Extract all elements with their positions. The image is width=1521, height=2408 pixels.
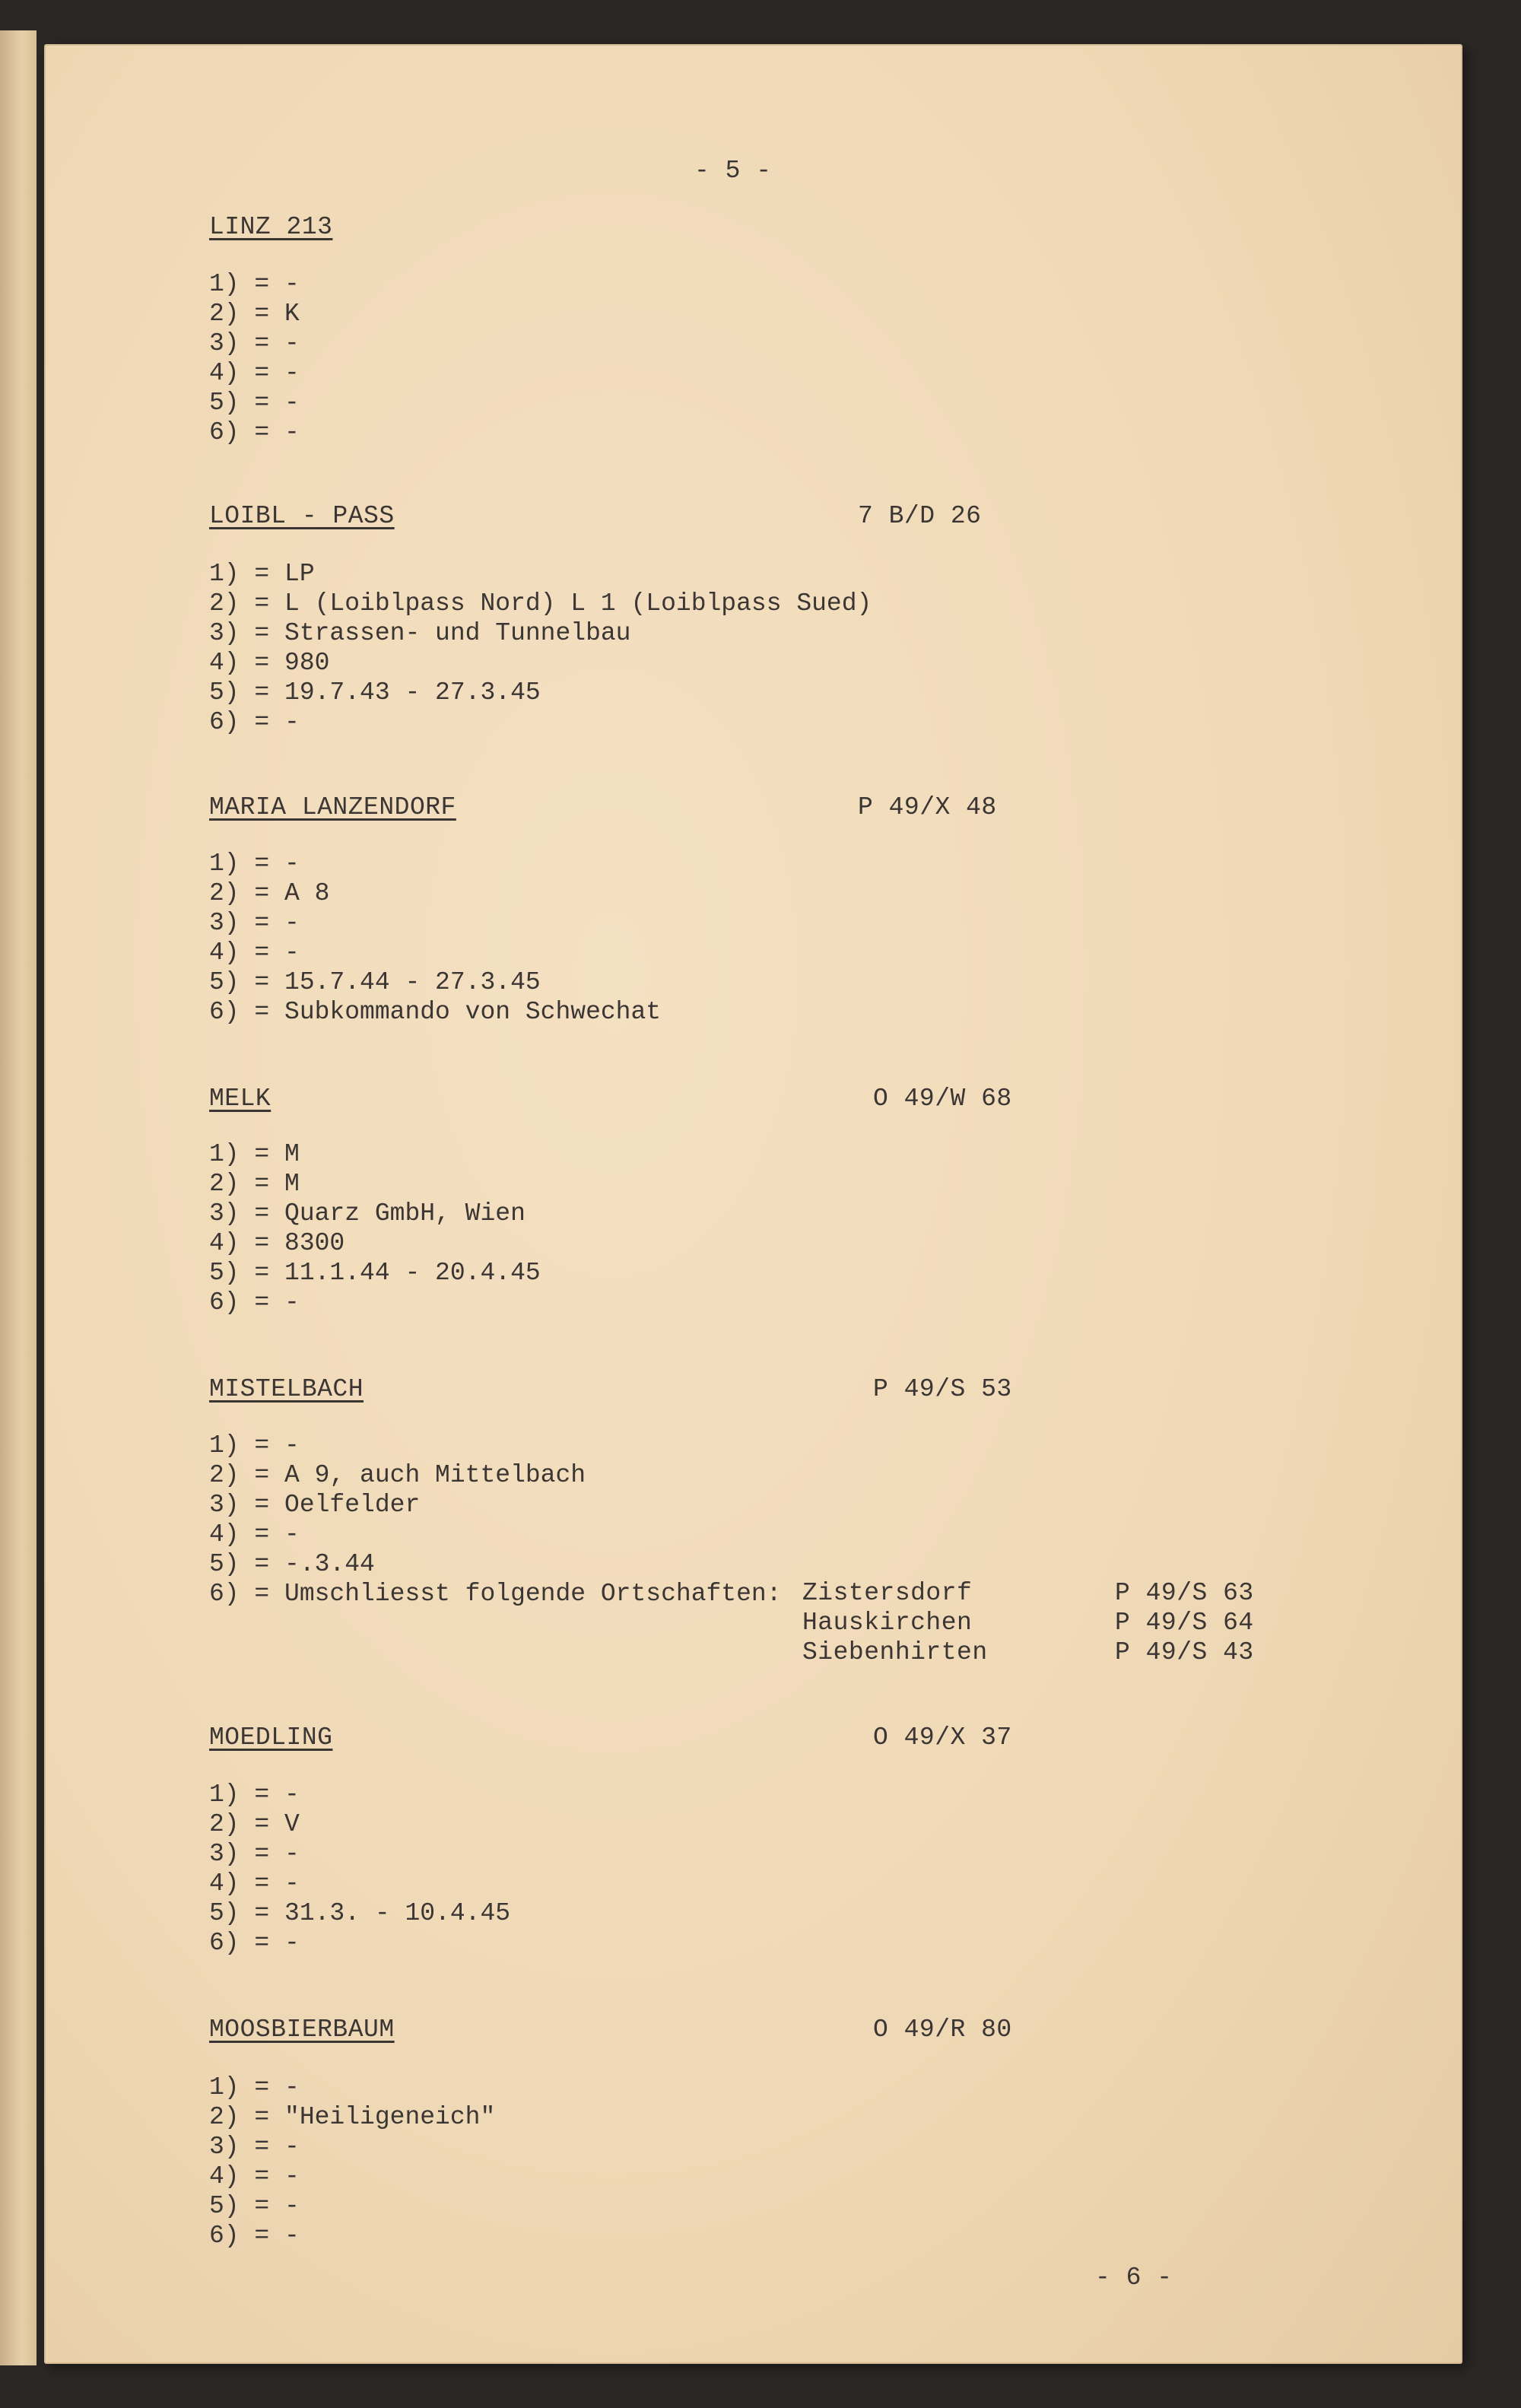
list-item: 6) = Umschliesst folgende Ortschaften: [209, 1580, 782, 1608]
list-item: 3) = - [209, 329, 300, 357]
section-title-linz: LINZ 213 [209, 213, 333, 241]
section-code: P 49/S 53 [873, 1375, 1012, 1403]
list-item: 3) = - [209, 1840, 300, 1868]
adjacent-page-edge [0, 30, 37, 2365]
section-title-moedling: MOEDLING [209, 1723, 333, 1752]
list-item: 5) = 19.7.43 - 27.3.45 [209, 678, 541, 707]
document-page [44, 44, 1462, 2364]
list-item: 1) = - [209, 1781, 300, 1809]
list-item: 1) = - [209, 1431, 300, 1460]
list-item: 5) = -.3.44 [209, 1550, 375, 1578]
list-item: 3) = - [209, 2133, 300, 2161]
list-item: 4) = - [209, 939, 300, 967]
list-item: 5) = - [209, 389, 300, 417]
list-item: 6) = - [209, 708, 300, 736]
section-title-mistelbach: MISTELBACH [209, 1375, 364, 1403]
place-name: Siebenhirten [802, 1638, 988, 1666]
list-item: 4) = - [209, 2162, 300, 2190]
list-item: 6) = - [209, 2222, 300, 2250]
list-item: 3) = - [209, 909, 300, 937]
list-item: 4) = - [209, 1520, 300, 1549]
list-item: 3) = Quarz GmbH, Wien [209, 1199, 526, 1228]
section-title-maria-lanzendorf: MARIA LANZENDORF [209, 793, 456, 821]
list-item: 6) = - [209, 418, 300, 446]
list-item: 1) = - [209, 850, 300, 878]
place-name: Zistersdorf [802, 1579, 973, 1607]
section-title-melk: MELK [209, 1085, 271, 1113]
list-item: 2) = "Heiligeneich" [209, 2103, 496, 2131]
list-item: 5) = 11.1.44 - 20.4.45 [209, 1259, 541, 1287]
place-code: P 49/S 64 [1115, 1609, 1254, 1637]
section-code: O 49/R 80 [873, 2016, 1012, 2044]
list-item: 1) = - [209, 270, 300, 298]
page-number-bottom: - 6 - [1095, 2263, 1173, 2292]
list-item: 2) = A 9, auch Mittelbach [209, 1461, 586, 1489]
list-item: 2) = L (Loiblpass Nord) L 1 (Loiblpass Sued) [209, 589, 872, 618]
list-item: 1) = - [209, 2073, 300, 2101]
list-item: 4) = 980 [209, 649, 330, 677]
section-title-loibl-pass: LOIBL - PASS [209, 502, 395, 530]
list-item: 4) = - [209, 359, 300, 387]
page-number-top: - 5 - [694, 157, 772, 185]
list-item: 6) = - [209, 1288, 300, 1317]
list-item: 5) = 31.3. - 10.4.45 [209, 1899, 511, 1927]
list-item: 2) = A 8 [209, 879, 330, 907]
list-item: 3) = Oelfelder [209, 1491, 421, 1519]
list-item: 1) = M [209, 1140, 300, 1168]
section-code: 7 B/D 26 [858, 502, 982, 530]
section-code: O 49/X 37 [873, 1723, 1012, 1752]
list-item: 2) = V [209, 1810, 300, 1838]
list-item: 5) = 15.7.44 - 27.3.45 [209, 968, 541, 996]
section-code: O 49/W 68 [873, 1085, 1012, 1113]
place-name: Hauskirchen [802, 1609, 973, 1637]
place-code: P 49/S 43 [1115, 1638, 1254, 1666]
list-item: 6) = Subkommando von Schwechat [209, 998, 662, 1026]
list-item: 2) = K [209, 300, 300, 328]
list-item: 6) = - [209, 1929, 300, 1957]
section-title-moosbierbaum: MOOSBIERBAUM [209, 2016, 395, 2044]
place-code: P 49/S 63 [1115, 1579, 1254, 1607]
list-item: 4) = 8300 [209, 1229, 345, 1257]
list-item: 2) = M [209, 1170, 300, 1198]
list-item: 4) = - [209, 1870, 300, 1898]
list-item: 5) = - [209, 2192, 300, 2220]
section-code: P 49/X 48 [858, 793, 997, 821]
list-item: 3) = Strassen- und Tunnelbau [209, 619, 631, 647]
list-item: 1) = LP [209, 560, 315, 588]
